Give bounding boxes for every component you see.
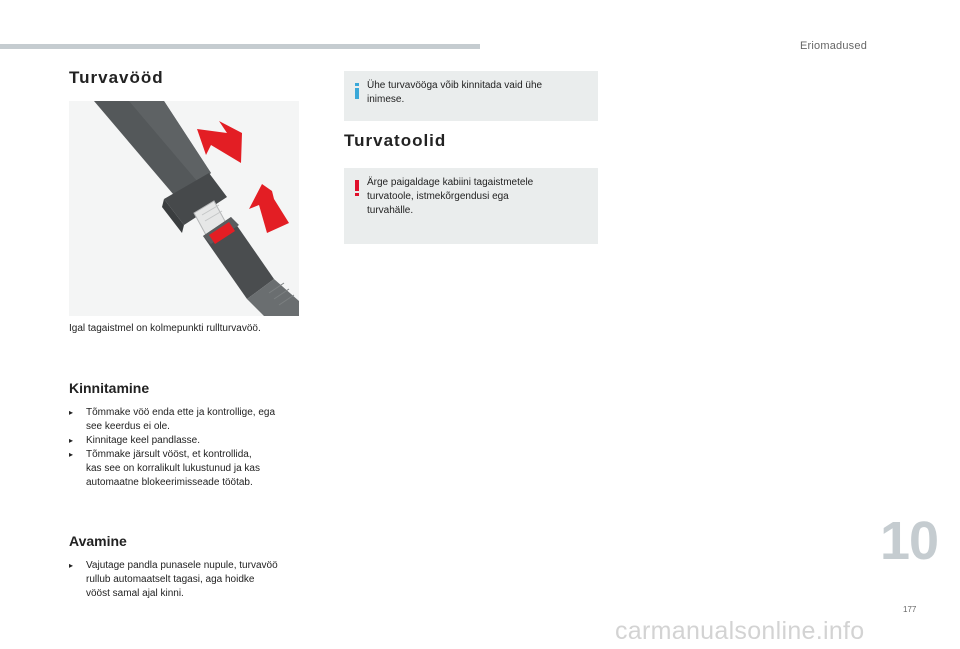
arrow-bullet-icon: ▸ [69, 408, 74, 417]
press-arrow-lower-icon [249, 184, 289, 233]
info-icon [353, 83, 361, 99]
list-item: ▸ Kinnitage keel pandlasse. [69, 435, 200, 446]
press-arrow-upper-icon [197, 121, 242, 163]
arrow-bullet-icon: ▸ [69, 450, 74, 459]
seatbelt-illustration [69, 101, 299, 316]
header-bar [0, 44, 480, 49]
arrow-bullet-icon: ▸ [69, 561, 74, 570]
page-title: Turvavööd [69, 68, 164, 87]
info-note [344, 71, 598, 121]
fasten-steps [69, 406, 331, 490]
page-number: 177 [903, 605, 917, 614]
seatbelt-buckle-image [69, 101, 299, 316]
arrow-bullet-icon: ▸ [69, 436, 74, 445]
section-title: Eriomadused [800, 40, 868, 52]
warning-icon [353, 180, 361, 196]
watermark: carmanualsonline.info [615, 617, 865, 645]
warning-note [344, 168, 598, 244]
list-item: ▸ Vajutage pandla punasele nupule, turvavöö rullub automaatselt tagasi, aga hoidke vööst samal ajal kinni. [69, 560, 278, 599]
chapter-number: 10 [880, 511, 939, 571]
list-item: ▸ Tõmmake vöö enda ette ja kontrollige, ega see keerdus ei ole. [69, 407, 275, 432]
list-item: ▸ Tõmmake järsult vööst, et kontrollida, kas see on korralikult lukustunud ja kas automaatne blokeerimisseade töötab. [69, 449, 260, 488]
release-heading: Avamine [69, 533, 127, 549]
warning-note-text: Ärge paigaldage kabiini tagaistmetele turvatoole, istmekõrgendusi ega turvahälle. [367, 177, 534, 216]
image-caption: Igal tagaistmel on kolmepunkti rullturvavöö. [69, 323, 261, 334]
info-note-text: Ühe turvavööga võib kinnitada vaid ühe inimese. [367, 80, 543, 105]
release-steps [69, 559, 331, 601]
fasten-heading: Kinnitamine [69, 380, 150, 396]
child-seats-title: Turvatoolid [344, 131, 447, 150]
